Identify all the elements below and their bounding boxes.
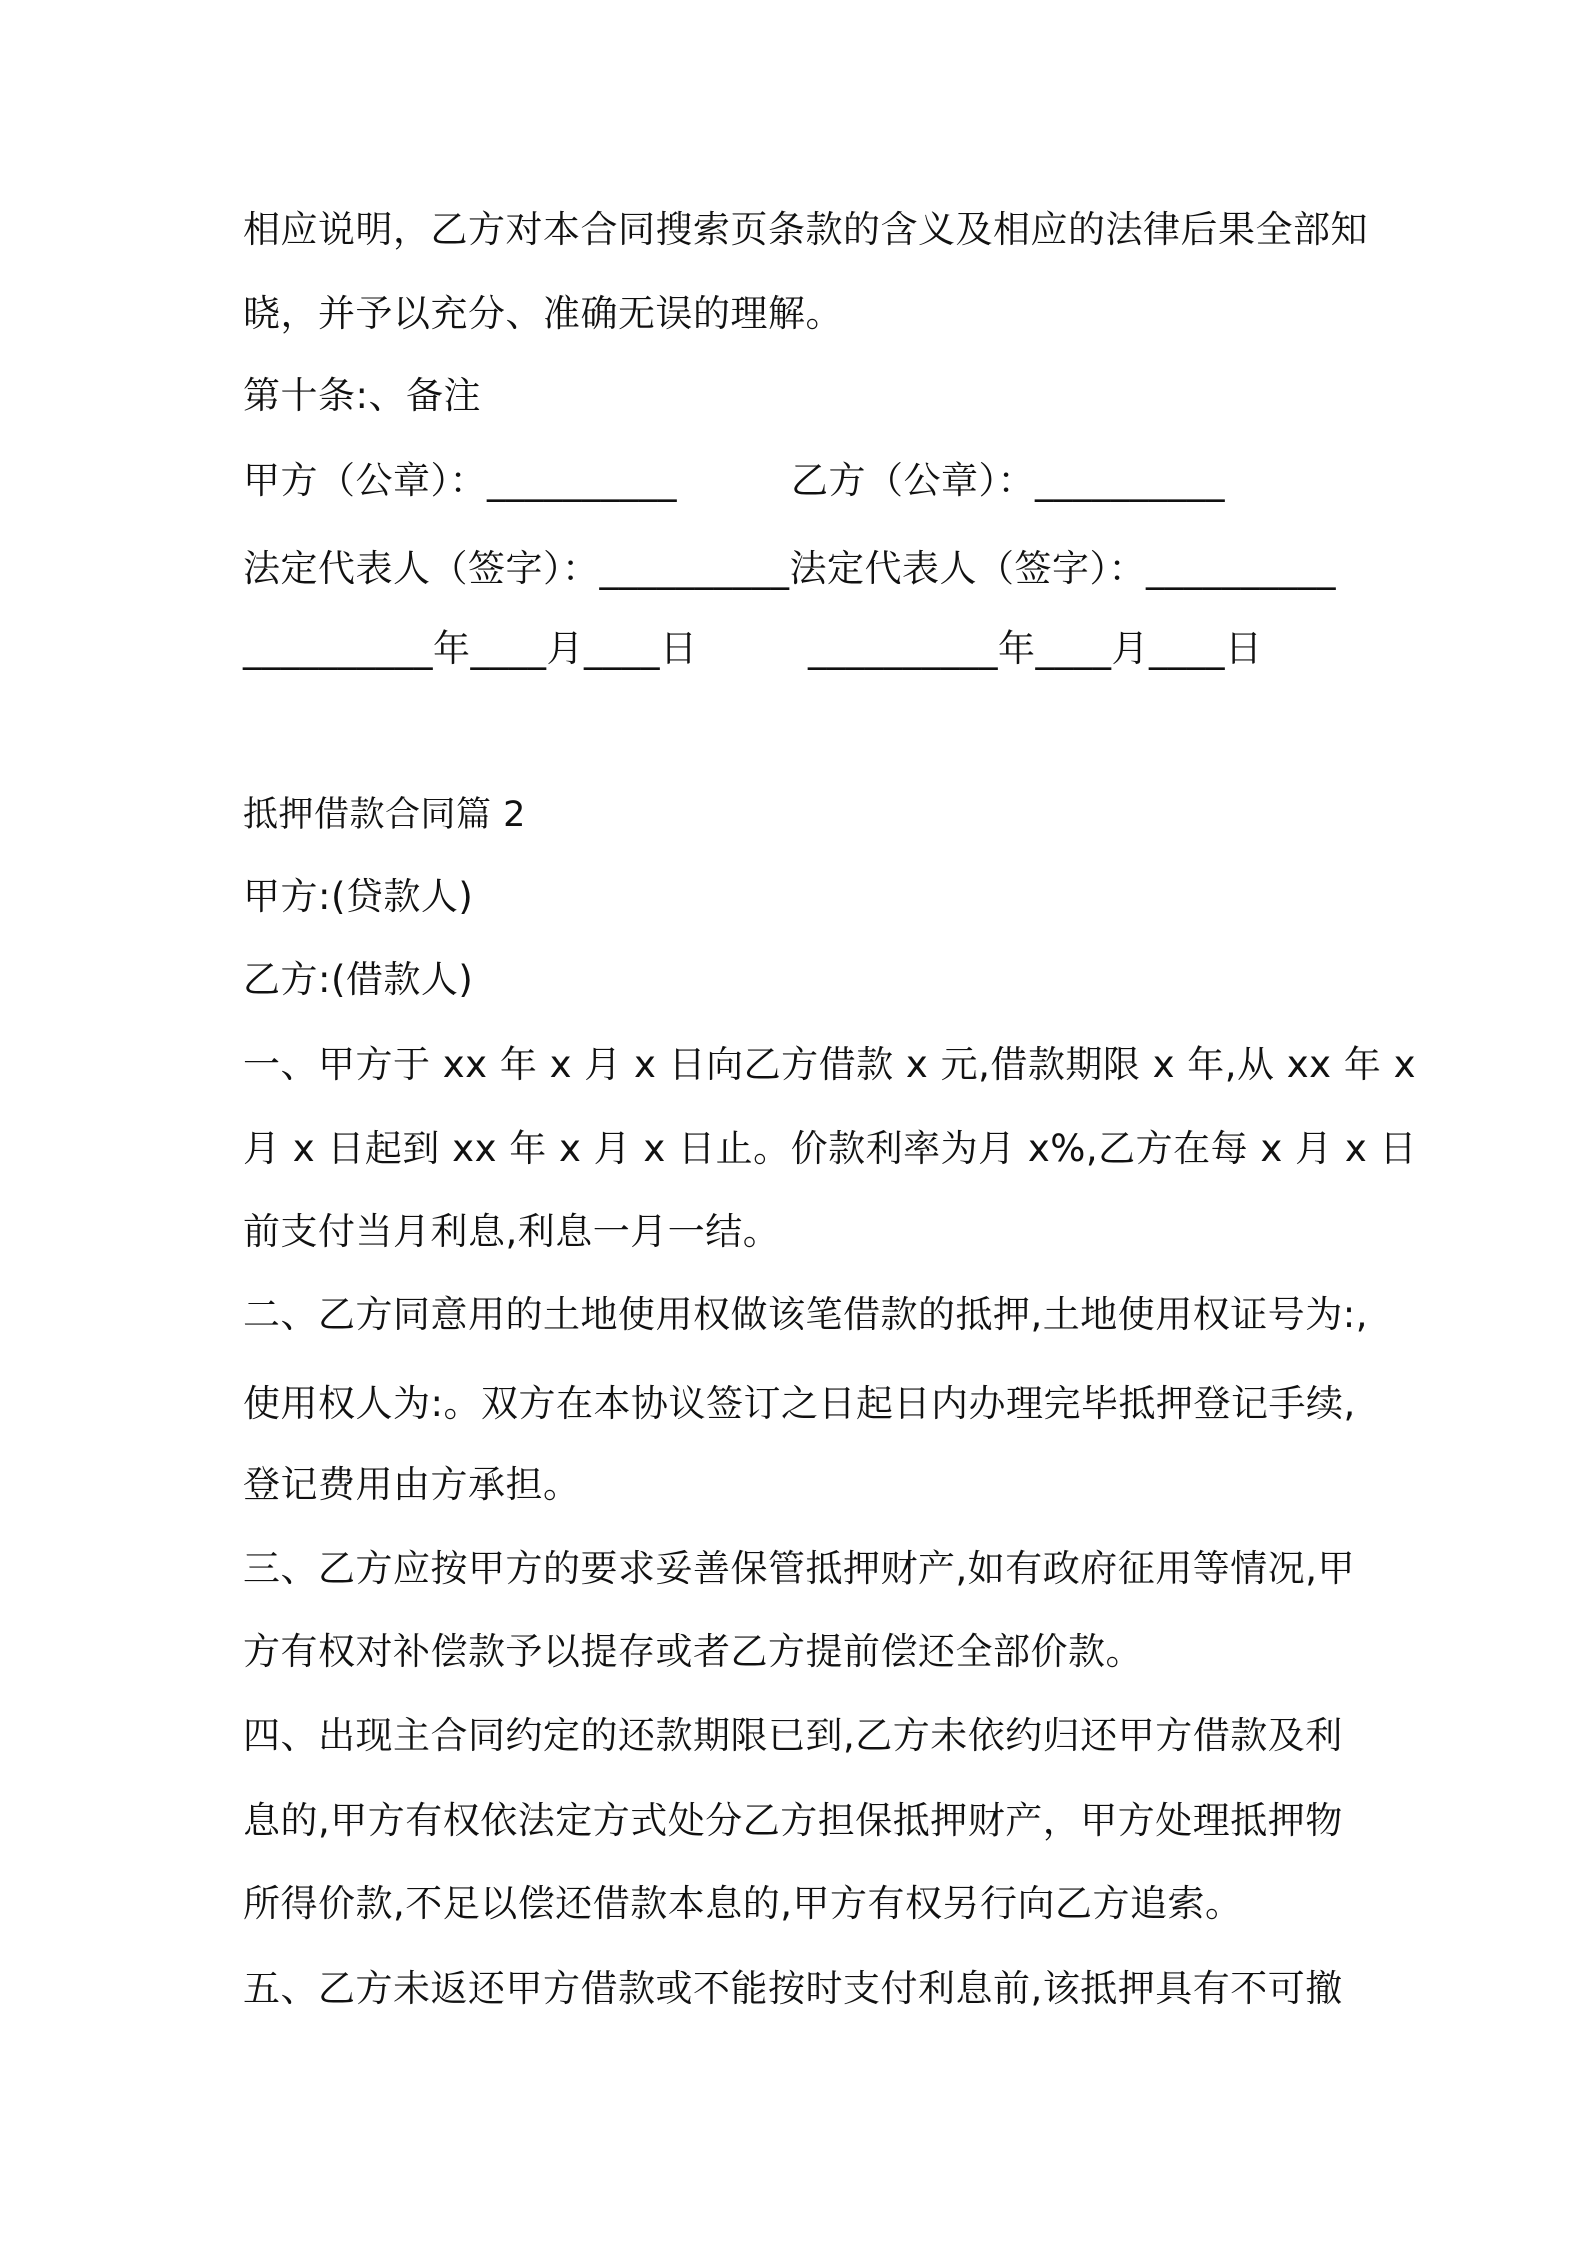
signature-row-rep [243,545,1336,593]
section-title: 抵押借款合同篇 2 [243,795,526,835]
clause-2-line: 二、乙方同意用的土地使用权做该笔借款的抵押,土地使用权证号为:, [243,1293,1368,1336]
clause-4-line: 四、出现主合同约定的还款期限已到,乙方未依约归还甲方借款及利 [243,1714,1343,1757]
date-row-b [808,625,1263,673]
clause-3-line: 方有权对补偿款予以提存或者乙方提前偿还全部价款。 [243,1630,1143,1673]
party-a-seal-field: 甲方（公章）：__________ [243,459,677,502]
lender-line: 甲方:(贷款人) [243,875,474,918]
signature-row-seal [243,457,677,505]
clause-4-line: 所得价款,不足以偿还借款本息的,甲方有权另行向乙方追索。 [243,1882,1243,1925]
borrower-line: 乙方:(借款人) [243,958,474,1001]
clause-5-line: 五、乙方未返还甲方借款或不能按时支付利息前,该抵押具有不可撤 [243,1967,1343,2010]
text-line: 晓，并予以充分、准确无误的理解。 [243,292,843,335]
text-line: 相应说明，乙方对本合同搜索页条款的含义及相应的法律后果全部知 [243,208,1368,251]
article-heading: 第十条:、备注 [243,374,481,417]
party-b-date-field: __________年____月____日 [808,627,1263,670]
clause-1-line: 前支付当月利息,利息一月一结。 [243,1210,781,1253]
clause-3-line: 三、乙方应按甲方的要求妥善保管抵押财产,如有政府征用等情况,甲 [243,1547,1356,1590]
clause-4-line: 息的,甲方有权依法定方式处分乙方担保抵押财产，甲方处理抵押物 [243,1799,1343,1842]
clause-2-line: 使用权人为:。双方在本协议签订之日起日内办理完毕抵押登记手续, [243,1382,1356,1425]
clause-1-line: 一、甲方于 xx 年 x 月 x 日向乙方借款 x 元,借款期限 x 年,从 xx 年 x [243,1043,1416,1086]
party-a-representative-field: 法定代表人（签字）：__________ [243,547,790,590]
party-b-seal-field: 乙方（公章）：__________ [791,459,1225,502]
party-a-date-field: __________年____月____日 [243,627,698,670]
party-b-representative-field: 法定代表人（签字）：__________ [789,547,1336,590]
signature-row-seal-b [791,457,1225,505]
clause-1-line: 月 x 日起到 xx 年 x 月 x 日止。价款利率为月 x%,乙方在每 x 月 x 日 [243,1127,1417,1170]
date-row-a [243,625,698,673]
clause-2-line: 登记费用由方承担。 [243,1463,581,1506]
